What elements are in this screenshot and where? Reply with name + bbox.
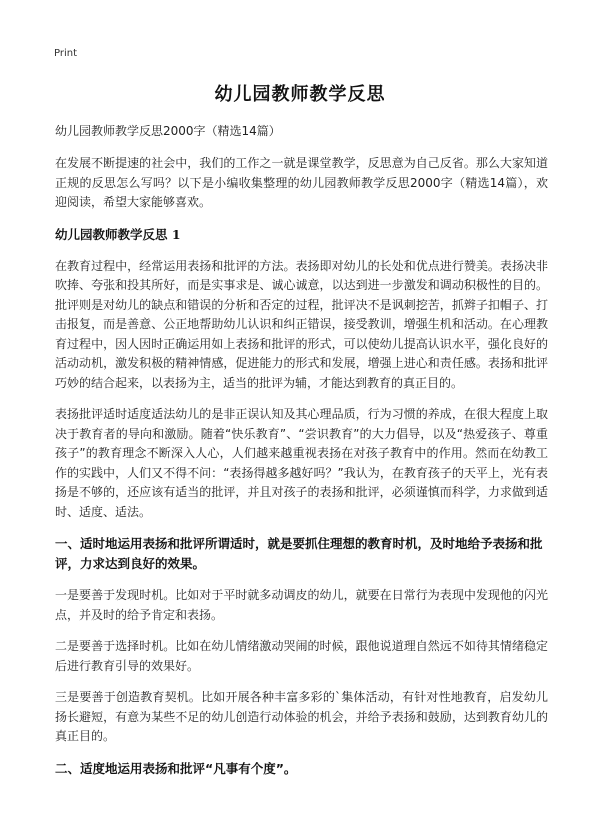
print-link[interactable]: Print: [54, 48, 78, 59]
point-heading-1: 一、适时地运用表扬和批评所谓适时，就是要抓住理想的教育时机，及时地给予表扬和批评，力求达到良好的效果。: [55, 536, 543, 571]
intro-paragraph: 在发展不断提速的社会中，我们的工作之一就是课堂教学，反思意为自己反省。那么大家知道正规的反思怎么写吗？以下是小编收集整理的幼儿园教师教学反思2000字（精选14篇），欢迎阅读，希望大家能够喜欢。: [55, 156, 548, 209]
article-subtitle: 幼儿园教师教学反思2000字（精选14篇）: [55, 124, 281, 138]
section1-paragraph-2: 表扬批评适时适度适法幼儿的是非正误认知及其心理品质，行为习惯的养成，在很大程度上取决于教育者的导向和激励。随着“快乐教育”、“尝识教育”的大力倡导，以及“热爱孩子、尊重孩子”的教育理念不断深入人心，人们越来越重视表扬在对孩子教育中的作用。然而在幼教工作的实践中，人们又不得不问：“表扬得越多越好吗？”我认为，在教育孩子的天平上，光有表扬是不够的，还应该有适当的批评，并且对孩子的表扬和批评，必须谨慎而科学，力求做到适时、适度、适法。: [55, 407, 548, 519]
point-heading-2: 二、适度地运用表扬和批评“凡事有个度”。: [55, 760, 297, 776]
section1-paragraph-1: 在教育过程中，经常运用表扬和批评的方法。表扬即对幼儿的长处和优点进行赞美。表扬决非吹捧、夸张和投其所好，而是实事求是、诚心诚意，以达到进一步激发和调动积极性的目的。批评则是对幼儿的缺点和错误的分析和否定的过程，批评决不是讽刺挖苦，抓辫子扣帽子、打击报复，而是善意、公正地帮助幼儿认识和纠正错误，接受教训，增强生机和活动。在心理教育过程中，因人因时正确运用如上表扬和批评的形式，可以使幼儿提高认识水平，强化良好的活动动机，激发积极的精神情感，促进能力的形式和发展，增强上进心和责任感。表扬和批评巧妙的结合起来，以表扬为主，适当的批评为辅，才能达到教育的真正目的。: [55, 258, 548, 390]
point1-paragraph-2: 二是要善于选择时机。比如在幼儿情绪激动哭闹的时候，跟他说道理自然远不如待其情绪稳定后进行教育引导的效果好。: [55, 639, 548, 673]
page-title: 幼儿园教师教学反思: [214, 84, 386, 105]
point1-paragraph-3: 三是要善于创造教育契机。比如开展各种丰富多彩的`集体活动，有针对性地教育，启发幼儿扬长避短，有意为某些不足的幼儿创造行动体验的机会，并给予表扬和鼓励，达到教育幼儿的真正目的。: [55, 690, 548, 743]
section-heading-1: 幼儿园教师教学反思 1: [55, 226, 181, 242]
point1-paragraph-1: 一是要善于发现时机。比如对于平时就多动调皮的幼儿，就要在日常行为表现中发现他的闪光点，并及时的给予肯定和表扬。: [55, 588, 548, 622]
article-body: [55, 122, 548, 791]
